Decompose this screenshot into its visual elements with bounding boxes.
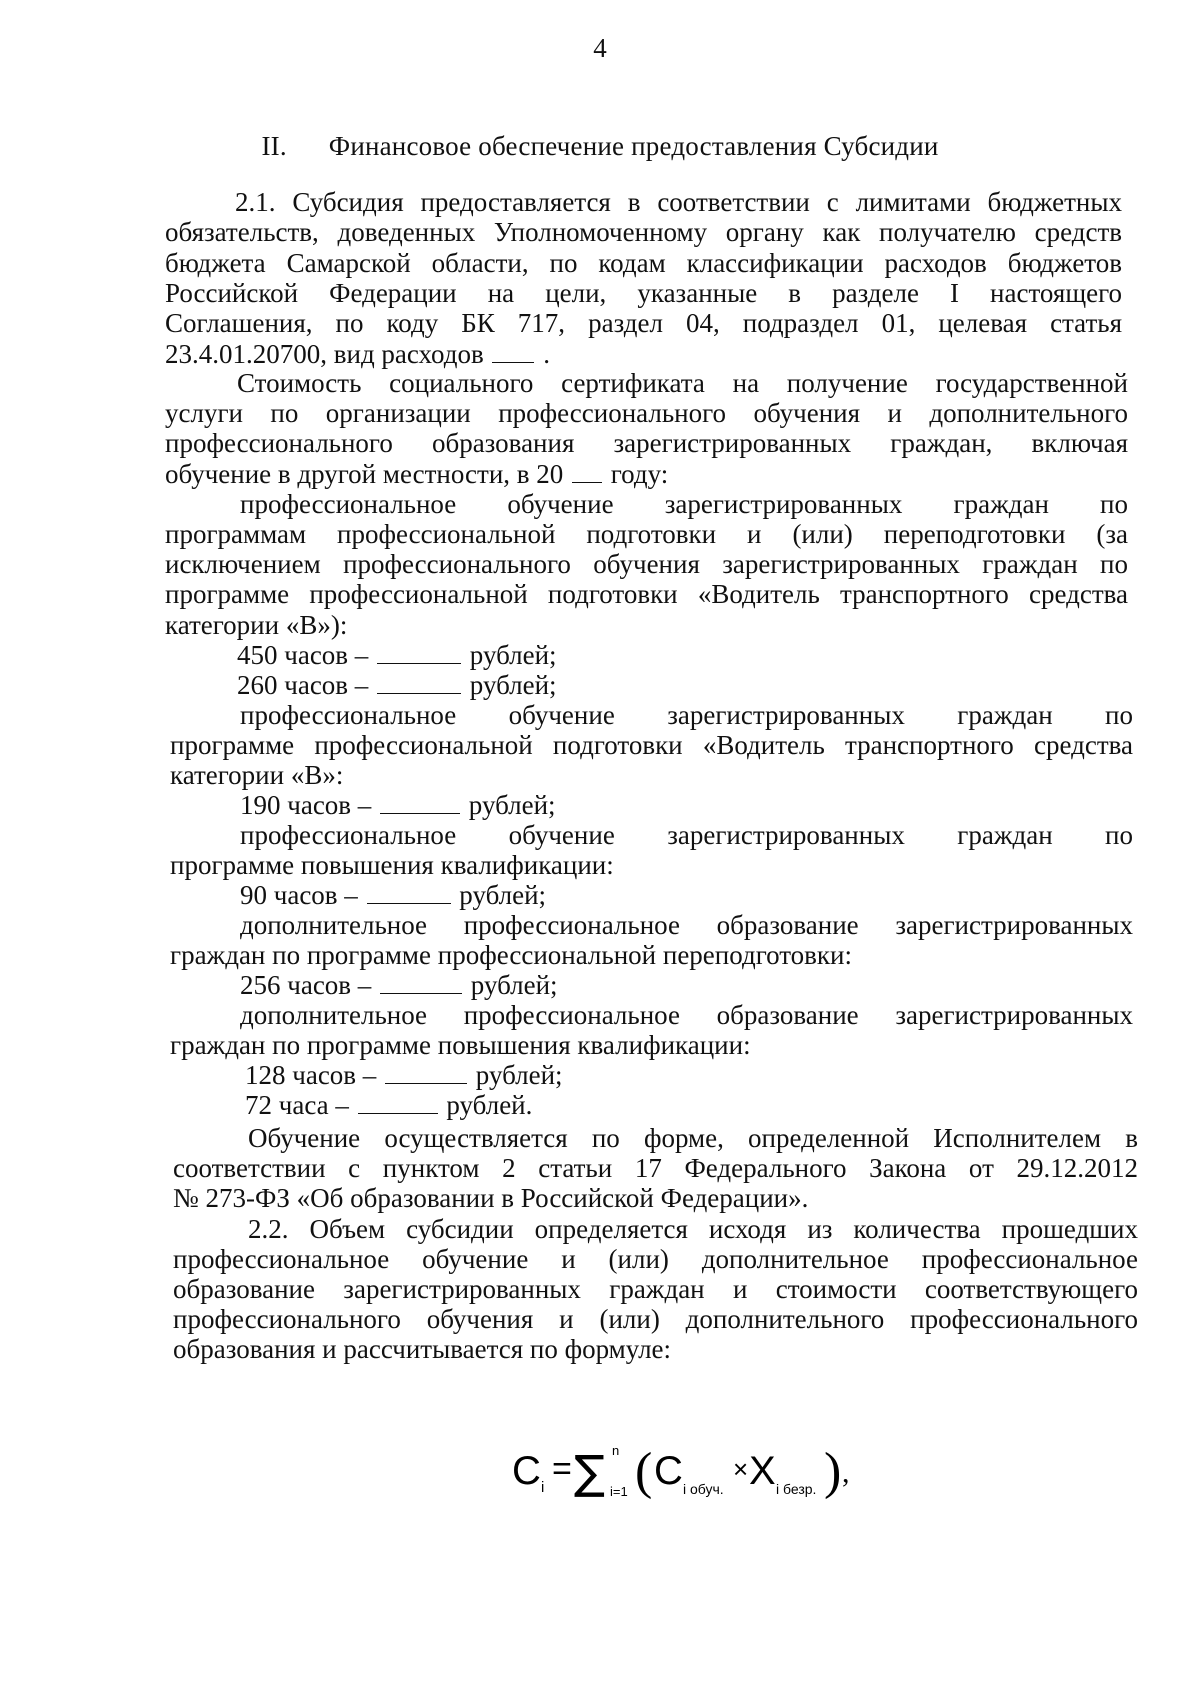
text-line: Стоимость социального сертификата на получение государственной	[237, 368, 1128, 398]
line-prefix: обучение в другой местности, в 20	[165, 459, 564, 489]
text-line: профессионального обучения и (или) дополнительного профессионального	[173, 1304, 1138, 1334]
line-prefix: 128 часов –	[245, 1060, 377, 1090]
text-line: образования и рассчитывается по формуле:	[173, 1334, 672, 1364]
text-line	[245, 1060, 563, 1091]
section-number: II.	[261, 131, 287, 161]
text-line: 2.1. Субсидия предоставляется в соответствии с лимитами бюджетных	[235, 187, 1122, 217]
line-prefix: 23.4.01.20700, вид расходов	[165, 339, 484, 369]
text-line: бюджета Самарской области, по кодам классификации расходов бюджетов	[165, 248, 1122, 278]
formula-equals: =	[552, 1450, 572, 1488]
line-suffix: году:	[610, 459, 669, 489]
text-line: категории «В»:	[170, 760, 344, 790]
subsidy-formula	[512, 1438, 892, 1502]
text-line: услуги по организации профессионального обучения и дополнительного	[165, 398, 1128, 428]
text-line: обязательств, доведенных Уполномоченному органу как получателю средств	[165, 217, 1122, 247]
fill-in-blank[interactable]	[492, 340, 534, 363]
page-number: 4	[593, 33, 607, 63]
text-line: исключением профессионального обучения зарегистрированных граждан по	[165, 549, 1128, 579]
fill-in-blank[interactable]	[572, 460, 602, 483]
formula-lhs: C	[512, 1449, 541, 1493]
text-line: образование зарегистрированных граждан и стоимости соответствующего	[173, 1274, 1138, 1304]
formula-svg	[512, 1438, 892, 1502]
formula-sum-bottom: i=1	[610, 1484, 628, 1499]
text-line: профессиональное обучение зарегистрированных граждан по	[240, 489, 1128, 519]
fill-in-blank[interactable]	[380, 791, 460, 814]
line-suffix: рублей;	[468, 790, 556, 820]
formula-x-sub: i безр.	[776, 1481, 817, 1497]
text-line: 2.2. Объем субсидии определяется исходя из количества прошедших	[248, 1214, 1138, 1244]
text-line: программе профессиональной подготовки «Водитель транспортного средства	[165, 579, 1128, 609]
fill-in-blank[interactable]	[367, 881, 451, 904]
line-prefix: 256 часов –	[240, 970, 372, 1000]
text-line: дополнительное профессиональное образование зарегистрированных	[240, 910, 1133, 940]
formula-open-paren: (	[635, 1443, 653, 1500]
line-suffix: рублей;	[475, 1060, 563, 1090]
text-line: профессиональное обучение зарегистрированных граждан по	[240, 820, 1133, 850]
fill-in-blank[interactable]	[385, 1061, 467, 1084]
text-line: программам профессиональной подготовки и (или) переподготовки (за	[165, 519, 1128, 549]
line-suffix: рублей.	[446, 1090, 533, 1120]
text-line: граждан по программе повышения квалификации:	[170, 1030, 751, 1060]
text-line: программе повышения квалификации:	[170, 850, 614, 880]
formula-close-paren: )	[824, 1443, 842, 1500]
text-line: Обучение осуществляется по форме, определенной Исполнителем в	[248, 1123, 1138, 1153]
text-line: профессиональное обучение зарегистрированных граждан по	[240, 700, 1133, 730]
line-suffix: .	[543, 339, 550, 369]
line-suffix: рублей;	[469, 670, 557, 700]
formula-x: X	[749, 1449, 776, 1493]
line-prefix: 72 часа –	[245, 1090, 349, 1120]
text-line: Российской Федерации на цели, указанные в разделе I настоящего	[165, 278, 1122, 308]
formula-comma: ,	[842, 1456, 850, 1489]
text-line	[165, 459, 668, 490]
text-line: № 273-ФЗ «Об образовании в Российской Федерации».	[173, 1183, 809, 1213]
formula-sum-top: n	[612, 1443, 620, 1458]
formula-lhs-sub: i	[541, 1479, 545, 1496]
text-line	[237, 640, 557, 671]
text-line: категории «В»):	[165, 610, 348, 640]
text-line	[245, 1090, 532, 1121]
text-line: профессионального образования зарегистрированных граждан, включая	[165, 428, 1128, 458]
formula-sum-sign: ∑	[574, 1445, 605, 1499]
line-suffix: рублей;	[459, 880, 547, 910]
fill-in-blank[interactable]	[358, 1091, 438, 1114]
text-line	[165, 339, 550, 370]
text-line: граждан по программе профессиональной переподготовки:	[170, 940, 853, 970]
formula-c: C	[654, 1449, 683, 1493]
text-line: Соглашения, по коду БК 717, раздел 04, подраздел 01, целевая статья	[165, 308, 1122, 338]
fill-in-blank[interactable]	[377, 641, 461, 664]
line-prefix: 190 часов –	[240, 790, 372, 820]
section-heading	[0, 131, 1200, 162]
text-line	[240, 970, 558, 1001]
text-line: программе профессиональной подготовки «Водитель транспортного средства	[170, 730, 1133, 760]
line-prefix: 450 часов –	[237, 640, 369, 670]
line-prefix: 90 часов –	[240, 880, 358, 910]
line-suffix: рублей;	[470, 970, 558, 1000]
text-line: профессиональное обучение и (или) дополнительное профессиональное	[173, 1244, 1138, 1274]
line-suffix: рублей;	[469, 640, 557, 670]
section-title: Финансовое обеспечение предоставления Субсидии	[328, 131, 939, 161]
text-line	[240, 880, 546, 911]
text-line	[237, 670, 557, 701]
fill-in-blank[interactable]	[377, 671, 461, 694]
text-line	[240, 790, 556, 821]
text-line: дополнительное профессиональное образование зарегистрированных	[240, 1000, 1133, 1030]
formula-times: ×	[733, 1454, 749, 1484]
text-line: соответствии с пунктом 2 статьи 17 Федерального Закона от 29.12.2012	[173, 1153, 1138, 1183]
fill-in-blank[interactable]	[380, 971, 462, 994]
line-prefix: 260 часов –	[237, 670, 369, 700]
formula-c-sub: i обуч.	[683, 1481, 724, 1497]
